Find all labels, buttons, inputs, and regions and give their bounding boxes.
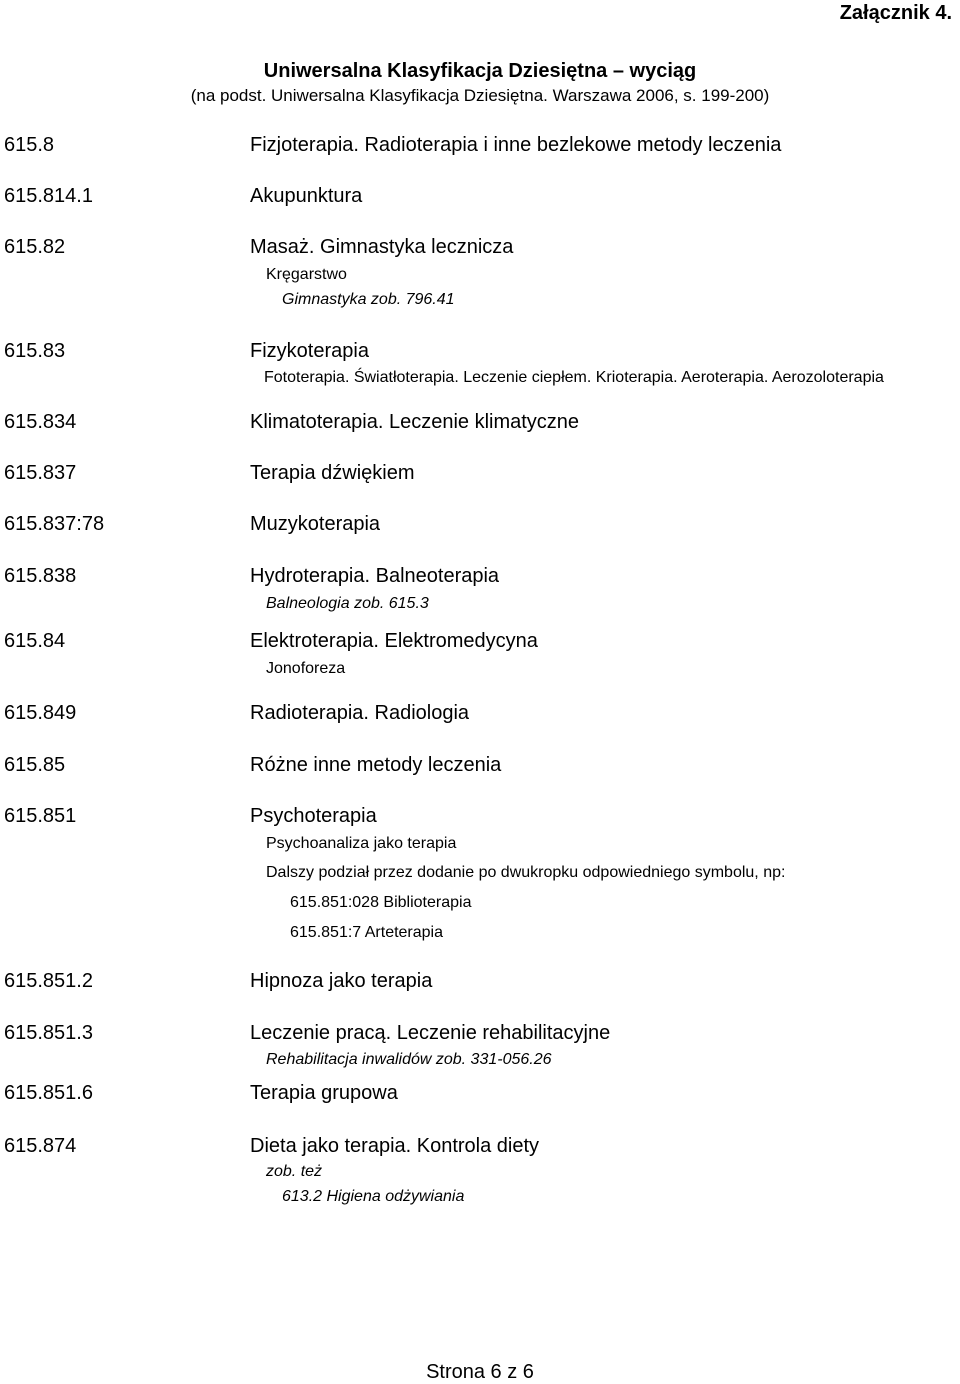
entry-code: 615.82 — [4, 236, 66, 258]
entry-note: Kręgarstwo — [266, 266, 347, 283]
entry-note: Psychoanaliza jako terapia — [266, 835, 457, 852]
entry-label: Terapia grupowa — [250, 1082, 398, 1104]
entry-code: 615.834 — [4, 411, 77, 433]
entry-cross-reference: 613.2 Higiena odżywiania — [282, 1188, 465, 1205]
entry-label: Radioterapia. Radiologia — [250, 702, 470, 724]
entry-cross-reference: zob. też — [266, 1163, 323, 1180]
entry-label: Dieta jako terapia. Kontrola diety — [250, 1135, 540, 1157]
entry-label: Terapia dźwiękiem — [250, 462, 415, 484]
entry-label: Muzykoterapia — [250, 513, 381, 535]
entry-label: Masaż. Gimnastyka lecznicza — [250, 236, 514, 258]
document-title: Uniwersalna Klasyfikacja Dziesiętna – wyciąg — [263, 60, 697, 82]
entry-code: 615.814.1 — [4, 185, 93, 207]
entry-code: 615.8 — [4, 134, 55, 156]
entry-label: Fizykoterapia — [250, 340, 369, 362]
entry-label: Hydroterapia. Balneoterapia — [250, 565, 500, 587]
entry-example: 615.851:028 Biblioterapia — [290, 894, 472, 911]
entry-cross-reference: Gimnastyka zob. 796.41 — [282, 291, 455, 308]
entry-note: Dalszy podział przez dodanie po dwukropku odpowiedniego symbolu, np: — [266, 864, 786, 881]
document-subtitle: (na podst. Uniwersalna Klasyfikacja Dziesiętna. Warszawa 2006, s. 199-200) — [190, 86, 770, 105]
entry-label: Leczenie pracą. Leczenie rehabilitacyjne — [250, 1022, 611, 1044]
entry-example: 615.851:7 Arteterapia — [290, 924, 444, 941]
entry-code: 615.851.2 — [4, 970, 93, 992]
entry-label: Hipnoza jako terapia — [250, 970, 433, 992]
entry-label: Klimatoterapia. Leczenie klimatyczne — [250, 411, 580, 433]
entry-label: Fizjoterapia. Radioterapia i inne bezlekowe metody leczenia — [250, 134, 782, 156]
entry-cross-reference: Balneologia zob. 615.3 — [266, 595, 429, 612]
entry-code: 615.84 — [4, 630, 66, 652]
attachment-label: Załącznik 4. — [839, 2, 952, 24]
entry-note: Fototerapia. Światłoterapia. Leczenie ciepłem. Krioterapia. Aeroterapia. Aerozoloterapia — [264, 369, 884, 386]
entry-code: 615.849 — [4, 702, 77, 724]
entry-label: Psychoterapia — [250, 805, 377, 827]
entry-code: 615.851 — [4, 805, 77, 827]
entry-code: 615.83 — [4, 340, 66, 362]
page-number: Strona 6 z 6 — [426, 1361, 534, 1383]
entry-code: 615.85 — [4, 754, 66, 776]
entry-cross-reference: Rehabilitacja inwalidów zob. 331-056.26 — [266, 1051, 552, 1068]
entry-label: Elektroterapia. Elektromedycyna — [250, 630, 538, 652]
entry-code: 615.851.3 — [4, 1022, 93, 1044]
entry-code: 615.874 — [4, 1135, 77, 1157]
entry-code: 615.837 — [4, 462, 77, 484]
entry-label: Różne inne metody leczenia — [250, 754, 502, 776]
entry-note: Jonoforeza — [266, 660, 346, 677]
entry-code: 615.851.6 — [4, 1082, 93, 1104]
entry-label: Akupunktura — [250, 185, 363, 207]
entry-code: 615.837:78 — [4, 513, 105, 535]
entry-code: 615.838 — [4, 565, 77, 587]
